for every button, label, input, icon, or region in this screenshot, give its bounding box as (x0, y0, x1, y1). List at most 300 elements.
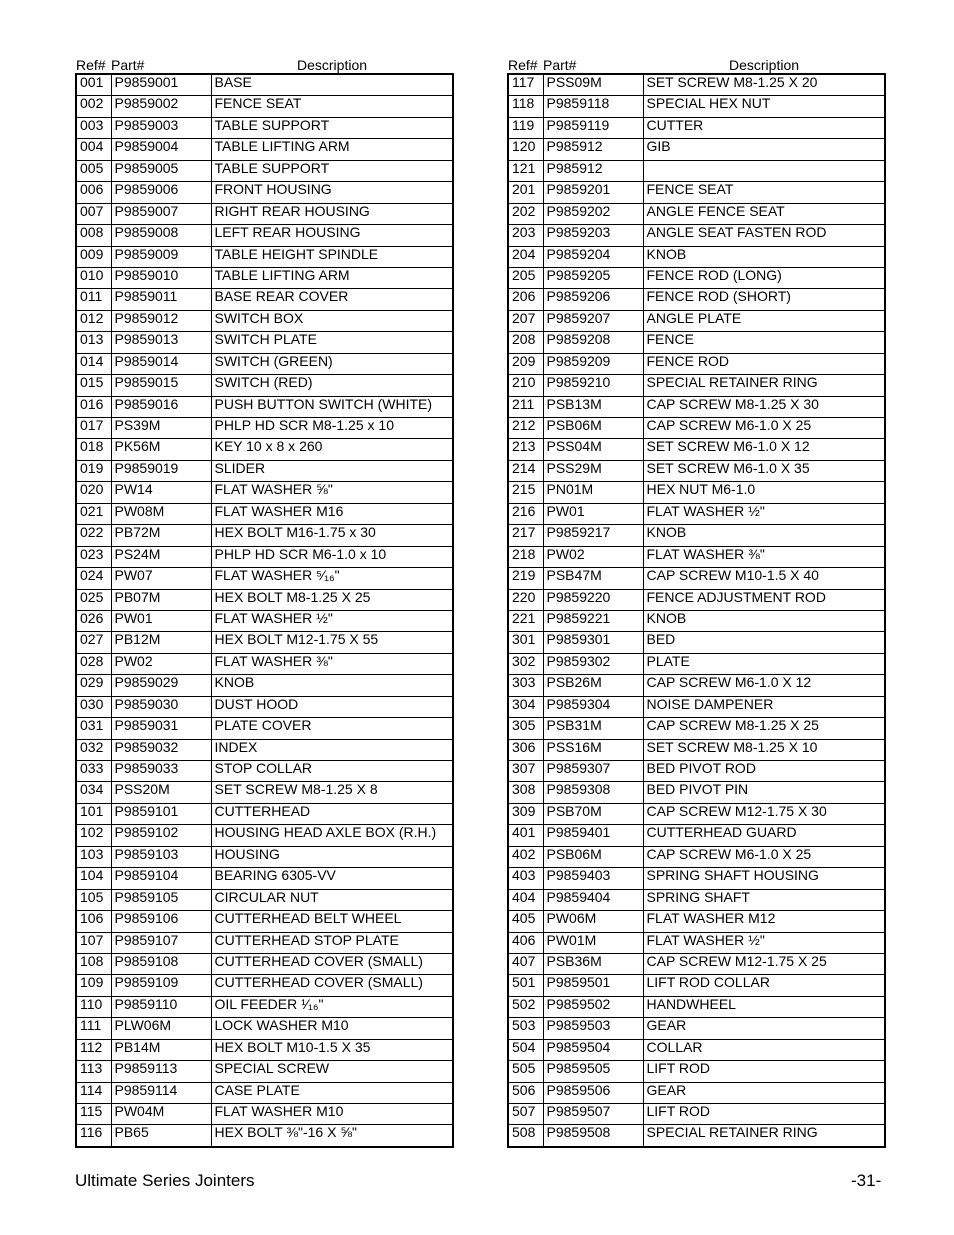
table-body-left (76, 74, 453, 1147)
cell-description: FENCE ROD (SHORT) (643, 289, 885, 310)
cell-ref: 112 (76, 1039, 111, 1060)
cell-ref: 003 (76, 117, 111, 138)
cell-part-number: PN01M (543, 482, 643, 503)
table-body-right (508, 74, 885, 1147)
cell-part-number: PK56M (111, 439, 211, 460)
cell-ref: 506 (508, 1082, 543, 1103)
cell-description: CUTTER (643, 117, 885, 138)
cell-part-number: PW02 (111, 653, 211, 674)
table-row (508, 546, 885, 567)
cell-description: CAP SCREW M8-1.25 X 25 (643, 718, 885, 739)
cell-part-number: PW06M (543, 911, 643, 932)
table-row (508, 267, 885, 288)
cell-description: CUTTERHEAD (211, 803, 453, 824)
cell-part-number: PSS29M (543, 460, 643, 481)
table-row (508, 675, 885, 696)
cell-part-number: P9859113 (111, 1061, 211, 1082)
cell-ref: 203 (508, 225, 543, 246)
table-row (76, 846, 453, 867)
cell-description: SPECIAL SCREW (211, 1061, 453, 1082)
cell-ref: 015 (76, 375, 111, 396)
cell-description: LIFT ROD (643, 1061, 885, 1082)
cell-ref: 101 (76, 803, 111, 824)
table-row (76, 439, 453, 460)
cell-description: FLAT WASHER ⅜" (643, 546, 885, 567)
cell-description: CUTTERHEAD STOP PLATE (211, 932, 453, 953)
table-row (76, 911, 453, 932)
cell-ref: 205 (508, 267, 543, 288)
cell-part-number: PW07 (111, 568, 211, 589)
table-row (76, 139, 453, 160)
table-row (76, 953, 453, 974)
cell-ref: 406 (508, 932, 543, 953)
page-number: -31- (851, 1171, 882, 1190)
cell-description: FENCE ROD (643, 353, 885, 374)
table-row (76, 1082, 453, 1103)
table-row (508, 418, 885, 439)
cell-description: OIL FEEDER ¹⁄₁₆" (211, 996, 453, 1017)
table-row (508, 182, 885, 203)
cell-part-number: P9859505 (543, 1061, 643, 1082)
cell-ref: 120 (508, 139, 543, 160)
table-row (76, 568, 453, 589)
cell-ref: 113 (76, 1061, 111, 1082)
table-row (76, 1061, 453, 1082)
cell-description: CAP SCREW M6-1.0 X 25 (643, 846, 885, 867)
cell-part-number: PLW06M (111, 1018, 211, 1039)
cell-ref: 302 (508, 653, 543, 674)
cell-description: HOUSING HEAD AXLE BOX (R.H.) (211, 825, 453, 846)
cell-part-number: P9859008 (111, 225, 211, 246)
cell-description: SPECIAL RETAINER RING (643, 375, 885, 396)
cell-description: GEAR (643, 1018, 885, 1039)
cell-part-number: P9859209 (543, 353, 643, 374)
cell-description: LIFT ROD COLLAR (643, 975, 885, 996)
cell-part-number: P9859030 (111, 696, 211, 717)
cell-ref: 216 (508, 503, 543, 524)
cell-ref: 503 (508, 1018, 543, 1039)
table-row (508, 225, 885, 246)
cell-description: ANGLE SEAT FASTEN ROD (643, 225, 885, 246)
table-row (508, 74, 885, 96)
cell-part-number: P9859109 (111, 975, 211, 996)
cell-part-number: P9859103 (111, 846, 211, 867)
table-row (76, 996, 453, 1017)
cell-description: PLATE (643, 653, 885, 674)
table-row (76, 1104, 453, 1125)
table-row (76, 160, 453, 181)
cell-ref: 028 (76, 653, 111, 674)
cell-ref: 033 (76, 761, 111, 782)
cell-part-number: P9859106 (111, 911, 211, 932)
cell-part-number: P9859507 (543, 1104, 643, 1125)
table-row (508, 96, 885, 117)
cell-ref: 210 (508, 375, 543, 396)
table-row (508, 653, 885, 674)
table-row (76, 675, 453, 696)
cell-part-number: PSB47M (543, 568, 643, 589)
table-row (508, 482, 885, 503)
cell-ref: 102 (76, 825, 111, 846)
cell-description: TABLE LIFTING ARM (211, 267, 453, 288)
table-row (76, 632, 453, 653)
table-row (76, 589, 453, 610)
cell-description: SWITCH PLATE (211, 332, 453, 353)
cell-description: CAP SCREW M12-1.75 X 25 (643, 953, 885, 974)
cell-ref: 305 (508, 718, 543, 739)
cell-part-number: PSS04M (543, 439, 643, 460)
cell-description: CAP SCREW M6-1.0 X 12 (643, 675, 885, 696)
cell-description: PHLP HD SCR M8-1.25 x 10 (211, 418, 453, 439)
header-part: Part# (111, 57, 145, 73)
cell-ref: 211 (508, 396, 543, 417)
cell-ref: 507 (508, 1104, 543, 1125)
cell-description: CIRCULAR NUT (211, 889, 453, 910)
cell-ref: 105 (76, 889, 111, 910)
cell-description: SPECIAL HEX NUT (643, 96, 885, 117)
table-row (76, 1125, 453, 1147)
cell-part-number: PSB13M (543, 396, 643, 417)
cell-part-number: P9859009 (111, 246, 211, 267)
cell-description: CUTTERHEAD GUARD (643, 825, 885, 846)
cell-part-number: PW04M (111, 1104, 211, 1125)
cell-ref: 301 (508, 632, 543, 653)
cell-ref: 111 (76, 1018, 111, 1039)
cell-ref: 021 (76, 503, 111, 524)
cell-description: DUST HOOD (211, 696, 453, 717)
table-row (76, 761, 453, 782)
cell-description: FENCE ADJUSTMENT ROD (643, 589, 885, 610)
cell-part-number: P9859003 (111, 117, 211, 138)
cell-ref: 010 (76, 267, 111, 288)
table-row (76, 696, 453, 717)
cell-part-number: PB12M (111, 632, 211, 653)
table-row (76, 653, 453, 674)
table-row (76, 975, 453, 996)
cell-ref: 023 (76, 546, 111, 567)
table-row (508, 1125, 885, 1147)
cell-part-number: P9859015 (111, 375, 211, 396)
cell-part-number: P9859201 (543, 182, 643, 203)
table-row (508, 460, 885, 481)
cell-ref: 508 (508, 1125, 543, 1147)
cell-description: FLAT WASHER ⁵⁄₁₆" (211, 568, 453, 589)
cell-ref: 008 (76, 225, 111, 246)
cell-part-number: P9859220 (543, 589, 643, 610)
cell-ref: 204 (508, 246, 543, 267)
table-row (76, 74, 453, 96)
cell-description: HEX BOLT M10-1.5 X 35 (211, 1039, 453, 1060)
cell-part-number: P9859208 (543, 332, 643, 353)
cell-ref: 504 (508, 1039, 543, 1060)
cell-description: SPRING SHAFT HOUSING (643, 868, 885, 889)
cell-description: LIFT ROD (643, 1104, 885, 1125)
cell-ref: 014 (76, 353, 111, 374)
table-row (76, 96, 453, 117)
table-row (76, 117, 453, 138)
cell-description: SWITCH BOX (211, 310, 453, 331)
table-row (76, 375, 453, 396)
cell-ref: 026 (76, 610, 111, 631)
cell-part-number: P9859210 (543, 375, 643, 396)
cell-ref: 501 (508, 975, 543, 996)
cell-part-number: P9859118 (543, 96, 643, 117)
cell-description: FLAT WASHER M16 (211, 503, 453, 524)
table-row (76, 310, 453, 331)
cell-part-number: P9859403 (543, 868, 643, 889)
cell-part-number: PSB31M (543, 718, 643, 739)
table-row (508, 503, 885, 524)
cell-description: HEX BOLT M16-1.75 x 30 (211, 525, 453, 546)
cell-part-number: P9859007 (111, 203, 211, 224)
cell-ref: 007 (76, 203, 111, 224)
cell-ref: 108 (76, 953, 111, 974)
table-row (508, 353, 885, 374)
cell-description: SWITCH (RED) (211, 375, 453, 396)
table-row (508, 160, 885, 181)
cell-description: SET SCREW M8-1.25 X 10 (643, 739, 885, 760)
cell-part-number: P9859503 (543, 1018, 643, 1039)
cell-ref: 214 (508, 460, 543, 481)
cell-part-number: P9859010 (111, 267, 211, 288)
cell-part-number: PW01 (111, 610, 211, 631)
cell-description: FLAT WASHER M12 (643, 911, 885, 932)
cell-ref: 116 (76, 1125, 111, 1147)
cell-ref: 029 (76, 675, 111, 696)
table-row (76, 460, 453, 481)
cell-description: NOISE DAMPENER (643, 696, 885, 717)
cell-ref: 019 (76, 460, 111, 481)
table-row (76, 225, 453, 246)
cell-description: PLATE COVER (211, 718, 453, 739)
cell-part-number: P9859308 (543, 782, 643, 803)
cell-part-number: P9859031 (111, 718, 211, 739)
cell-part-number: P9859217 (543, 525, 643, 546)
cell-description: KNOB (643, 525, 885, 546)
cell-part-number: PSS16M (543, 739, 643, 760)
table-row (76, 868, 453, 889)
cell-description: ANGLE FENCE SEAT (643, 203, 885, 224)
table-row (508, 761, 885, 782)
table-row (76, 289, 453, 310)
cell-ref: 034 (76, 782, 111, 803)
table-row (76, 332, 453, 353)
table-row (508, 246, 885, 267)
cell-description: SPRING SHAFT (643, 889, 885, 910)
cell-description: BED PIVOT ROD (643, 761, 885, 782)
cell-ref: 401 (508, 825, 543, 846)
cell-description: FRONT HOUSING (211, 182, 453, 203)
cell-part-number: PB72M (111, 525, 211, 546)
table-row (76, 739, 453, 760)
cell-part-number: P9859301 (543, 632, 643, 653)
cell-ref: 202 (508, 203, 543, 224)
header-description: Description (728, 57, 800, 73)
table-row (508, 632, 885, 653)
cell-part-number: PB65 (111, 1125, 211, 1147)
table-row (508, 1082, 885, 1103)
table-row (508, 525, 885, 546)
cell-part-number: P9859114 (111, 1082, 211, 1103)
table-row (508, 1061, 885, 1082)
cell-part-number: P9859004 (111, 139, 211, 160)
table-row (508, 696, 885, 717)
cell-ref: 221 (508, 610, 543, 631)
cell-ref: 118 (508, 96, 543, 117)
table-row (508, 953, 885, 974)
table-header-row (508, 50, 885, 74)
cell-description (643, 160, 885, 181)
cell-ref: 402 (508, 846, 543, 867)
cell-ref: 017 (76, 418, 111, 439)
cell-ref: 115 (76, 1104, 111, 1125)
table-row (508, 439, 885, 460)
table-row (508, 996, 885, 1017)
cell-part-number: P9859203 (543, 225, 643, 246)
table-row (508, 803, 885, 824)
cell-description: PHLP HD SCR M6-1.0 x 10 (211, 546, 453, 567)
table-row (508, 975, 885, 996)
cell-ref: 106 (76, 911, 111, 932)
table-header-row (76, 50, 453, 74)
table-row (508, 568, 885, 589)
cell-part-number: PSB06M (543, 846, 643, 867)
cell-description: LOCK WASHER M10 (211, 1018, 453, 1039)
cell-part-number: P9859032 (111, 739, 211, 760)
table-row (76, 353, 453, 374)
cell-ref: 001 (76, 74, 111, 96)
cell-description: BED PIVOT PIN (643, 782, 885, 803)
table-row (76, 825, 453, 846)
cell-ref: 403 (508, 868, 543, 889)
table-row (76, 1018, 453, 1039)
cell-description: FENCE SEAT (211, 96, 453, 117)
cell-part-number: PW02 (543, 546, 643, 567)
cell-part-number: P9859108 (111, 953, 211, 974)
table-row (508, 589, 885, 610)
cell-description: SWITCH (GREEN) (211, 353, 453, 374)
cell-ref: 114 (76, 1082, 111, 1103)
cell-part-number: PSB36M (543, 953, 643, 974)
cell-part-number: P9859013 (111, 332, 211, 353)
cell-part-number: P9859011 (111, 289, 211, 310)
table-row (76, 610, 453, 631)
table-row (76, 182, 453, 203)
cell-part-number: PW08M (111, 503, 211, 524)
cell-part-number: PS39M (111, 418, 211, 439)
table-row (508, 846, 885, 867)
cell-ref: 306 (508, 739, 543, 760)
cell-description: FLAT WASHER ⅝" (211, 482, 453, 503)
cell-ref: 304 (508, 696, 543, 717)
cell-part-number: P9859104 (111, 868, 211, 889)
cell-part-number: P9859107 (111, 932, 211, 953)
table-row (508, 310, 885, 331)
cell-description: GEAR (643, 1082, 885, 1103)
table-row (508, 1018, 885, 1039)
cell-description: CAP SCREW M12-1.75 X 30 (643, 803, 885, 824)
cell-description: HANDWHEEL (643, 996, 885, 1017)
table-row (508, 332, 885, 353)
cell-ref: 307 (508, 761, 543, 782)
cell-ref: 121 (508, 160, 543, 181)
table-row (508, 868, 885, 889)
cell-description: SET SCREW M8-1.25 X 8 (211, 782, 453, 803)
cell-part-number: P9859005 (111, 160, 211, 181)
cell-ref: 005 (76, 160, 111, 181)
cell-part-number: PSS09M (543, 74, 643, 96)
table-row (508, 139, 885, 160)
cell-description: HEX BOLT ⅜"-16 X ⅝" (211, 1125, 453, 1147)
cell-ref: 110 (76, 996, 111, 1017)
table-row (508, 782, 885, 803)
cell-description: INDEX (211, 739, 453, 760)
parts-table-right (507, 50, 886, 1148)
header-ref: Ref# (508, 57, 538, 73)
cell-ref: 303 (508, 675, 543, 696)
table-row (76, 246, 453, 267)
cell-ref: 002 (76, 96, 111, 117)
cell-ref: 308 (508, 782, 543, 803)
cell-ref: 032 (76, 739, 111, 760)
cell-description: FENCE ROD (LONG) (643, 267, 885, 288)
cell-description: CAP SCREW M10-1.5 X 40 (643, 568, 885, 589)
table-row (508, 1039, 885, 1060)
cell-ref: 027 (76, 632, 111, 653)
table-row (76, 396, 453, 417)
cell-part-number: P9859221 (543, 610, 643, 631)
parts-table-left (75, 50, 454, 1148)
table-row (508, 289, 885, 310)
cell-ref: 505 (508, 1061, 543, 1082)
cell-part-number: P9859401 (543, 825, 643, 846)
table-row (508, 117, 885, 138)
table-row (76, 803, 453, 824)
cell-description: KNOB (643, 246, 885, 267)
cell-description: CASE PLATE (211, 1082, 453, 1103)
cell-description: TABLE HEIGHT SPINDLE (211, 246, 453, 267)
cell-description: KNOB (643, 610, 885, 631)
cell-description: FENCE SEAT (643, 182, 885, 203)
cell-part-number: P9859504 (543, 1039, 643, 1060)
table-row (508, 889, 885, 910)
cell-description: FLAT WASHER M10 (211, 1104, 453, 1125)
cell-part-number: PSS20M (111, 782, 211, 803)
cell-ref: 025 (76, 589, 111, 610)
table-row (508, 396, 885, 417)
cell-ref: 104 (76, 868, 111, 889)
cell-part-number: P9859206 (543, 289, 643, 310)
table-row (76, 525, 453, 546)
cell-description: SLIDER (211, 460, 453, 481)
cell-ref: 217 (508, 525, 543, 546)
cell-description: SPECIAL RETAINER RING (643, 1125, 885, 1147)
table-row (76, 889, 453, 910)
cell-ref: 212 (508, 418, 543, 439)
cell-part-number: P9859508 (543, 1125, 643, 1147)
cell-ref: 109 (76, 975, 111, 996)
cell-part-number: P9859014 (111, 353, 211, 374)
cell-part-number: P9859202 (543, 203, 643, 224)
cell-ref: 018 (76, 439, 111, 460)
cell-part-number: P9859033 (111, 761, 211, 782)
cell-description: TABLE SUPPORT (211, 160, 453, 181)
cell-description: FLAT WASHER ½" (643, 503, 885, 524)
cell-part-number: PW14 (111, 482, 211, 503)
cell-description: FLAT WASHER ⅜" (211, 653, 453, 674)
cell-part-number: P985912 (543, 160, 643, 181)
cell-description: GIB (643, 139, 885, 160)
